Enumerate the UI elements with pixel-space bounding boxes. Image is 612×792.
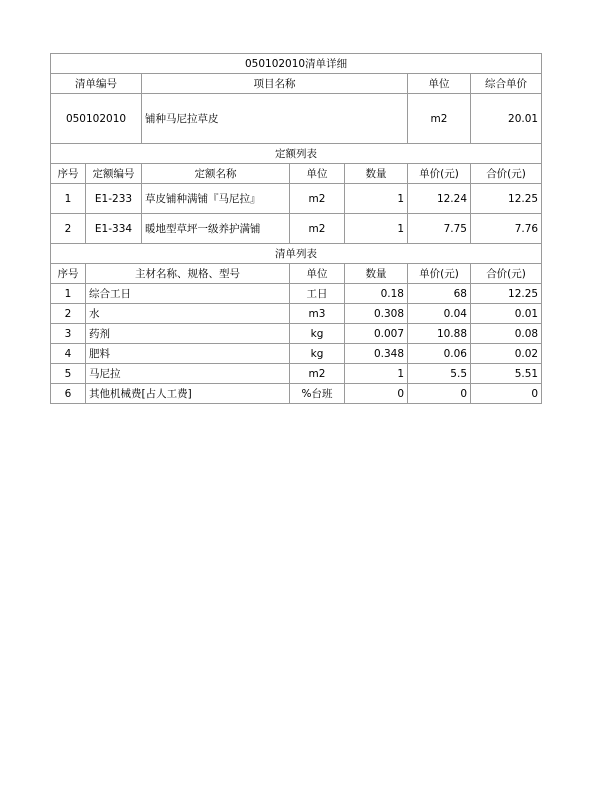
material-total: 5.51 xyxy=(471,364,542,384)
material-total: 0 xyxy=(471,384,542,404)
material-row xyxy=(51,284,542,304)
material-qty: 0.308 xyxy=(345,304,408,324)
bill-name-header: 项目名称 xyxy=(142,74,408,94)
sheet-title: 050102010清单详细 xyxy=(51,54,542,74)
material-name: 马尼拉 xyxy=(86,364,290,384)
material-price: 0 xyxy=(408,384,471,404)
material-no: 5 xyxy=(51,364,86,384)
materials-header-qty: 数量 xyxy=(345,264,408,284)
material-qty: 0.18 xyxy=(345,284,408,304)
material-unit: m3 xyxy=(290,304,345,324)
quota-header-price: 单价(元) xyxy=(408,164,471,184)
quota-name: 草皮铺种满铺『马尼拉』 xyxy=(142,184,290,214)
bill-code: 050102010 xyxy=(51,94,142,144)
bill-header-row xyxy=(51,74,542,94)
quota-header-code: 定额编号 xyxy=(86,164,142,184)
material-name: 肥料 xyxy=(86,344,290,364)
material-row xyxy=(51,384,542,404)
material-price: 10.88 xyxy=(408,324,471,344)
bill-unit-price: 20.01 xyxy=(471,94,542,144)
quota-code: E1-233 xyxy=(86,184,142,214)
quota-total: 7.76 xyxy=(471,214,542,244)
material-no: 6 xyxy=(51,384,86,404)
quota-header-no: 序号 xyxy=(51,164,86,184)
bill-code-header: 清单编号 xyxy=(51,74,142,94)
material-name: 综合工日 xyxy=(86,284,290,304)
quota-row xyxy=(51,184,542,214)
quota-unit: m2 xyxy=(290,184,345,214)
quota-price: 12.24 xyxy=(408,184,471,214)
materials-header-row xyxy=(51,264,542,284)
quota-header-name: 定额名称 xyxy=(142,164,290,184)
material-unit: 工日 xyxy=(290,284,345,304)
quota-price: 7.75 xyxy=(408,214,471,244)
materials-header-price: 单价(元) xyxy=(408,264,471,284)
material-row xyxy=(51,364,542,384)
material-unit: kg xyxy=(290,344,345,364)
quota-code: E1-334 xyxy=(86,214,142,244)
quota-header-unit: 单位 xyxy=(290,164,345,184)
bill-price-header: 综合单价 xyxy=(471,74,542,94)
material-qty: 0.007 xyxy=(345,324,408,344)
material-no: 1 xyxy=(51,284,86,304)
quota-unit: m2 xyxy=(290,214,345,244)
material-qty: 1 xyxy=(345,364,408,384)
bill-name: 铺种马尼拉草皮 xyxy=(142,94,408,144)
material-qty: 0 xyxy=(345,384,408,404)
material-total: 0.08 xyxy=(471,324,542,344)
material-row xyxy=(51,324,542,344)
material-no: 3 xyxy=(51,324,86,344)
bill-detail-sheet xyxy=(50,53,541,404)
bill-unit-header: 单位 xyxy=(408,74,471,94)
material-qty: 0.348 xyxy=(345,344,408,364)
materials-header-total: 合价(元) xyxy=(471,264,542,284)
material-name: 药剂 xyxy=(86,324,290,344)
materials-header-name: 主材名称、规格、型号 xyxy=(86,264,290,284)
material-no: 4 xyxy=(51,344,86,364)
bill-unit: m2 xyxy=(408,94,471,144)
quota-total: 12.25 xyxy=(471,184,542,214)
quota-qty: 1 xyxy=(345,184,408,214)
quota-header-row xyxy=(51,164,542,184)
material-price: 68 xyxy=(408,284,471,304)
bill-row xyxy=(51,94,542,144)
quota-header-qty: 数量 xyxy=(345,164,408,184)
material-total: 12.25 xyxy=(471,284,542,304)
material-unit: %台班 xyxy=(290,384,345,404)
material-price: 0.04 xyxy=(408,304,471,324)
quota-header-total: 合价(元) xyxy=(471,164,542,184)
material-price: 0.06 xyxy=(408,344,471,364)
material-row xyxy=(51,304,542,324)
material-name: 其他机械费[占人工费] xyxy=(86,384,290,404)
material-unit: kg xyxy=(290,324,345,344)
quota-name: 暖地型草坪一级养护满铺 xyxy=(142,214,290,244)
quota-section-title: 定额列表 xyxy=(51,144,542,164)
material-total: 0.01 xyxy=(471,304,542,324)
material-row xyxy=(51,344,542,364)
quota-no: 1 xyxy=(51,184,86,214)
material-name: 水 xyxy=(86,304,290,324)
quota-qty: 1 xyxy=(345,214,408,244)
bill-detail-table xyxy=(50,53,542,404)
quota-no: 2 xyxy=(51,214,86,244)
quota-row xyxy=(51,214,542,244)
materials-section-title: 清单列表 xyxy=(51,244,542,264)
materials-header-unit: 单位 xyxy=(290,264,345,284)
material-unit: m2 xyxy=(290,364,345,384)
material-no: 2 xyxy=(51,304,86,324)
materials-header-no: 序号 xyxy=(51,264,86,284)
material-price: 5.5 xyxy=(408,364,471,384)
material-total: 0.02 xyxy=(471,344,542,364)
